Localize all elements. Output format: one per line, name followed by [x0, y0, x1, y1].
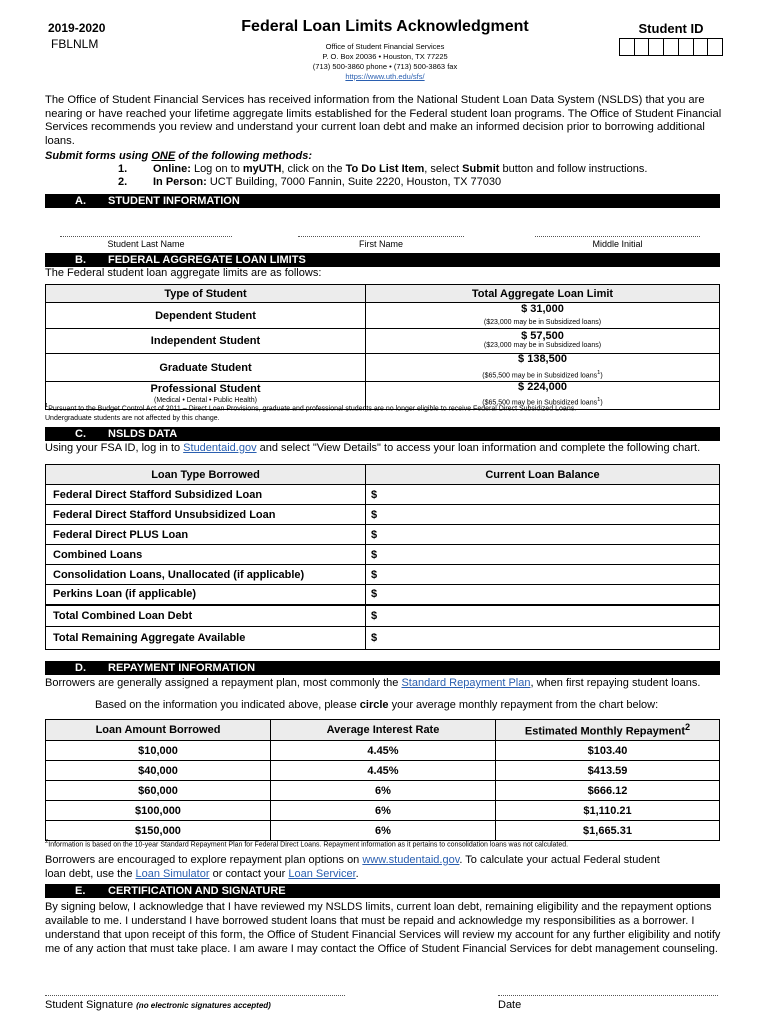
form-year: 2019-2020 — [48, 21, 106, 35]
monthly-payment[interactable]: $666.12 — [496, 781, 720, 801]
loan-amount: $60,000 — [46, 781, 271, 801]
balance-input[interactable]: $ — [366, 565, 720, 585]
loan-type: Federal Direct PLUS Loan — [46, 525, 366, 545]
date-label: Date — [498, 999, 522, 1011]
date-line[interactable] — [498, 995, 718, 996]
interest-rate: 6% — [271, 781, 496, 801]
standard-repayment-link[interactable]: Standard Repayment Plan — [401, 677, 531, 689]
col-type-of-student: Type of Student — [46, 285, 366, 303]
monthly-payment[interactable]: $1,110.21 — [496, 801, 720, 821]
loan-amount: $100,000 — [46, 801, 271, 821]
studentaid-link[interactable]: Studentaid.gov — [183, 442, 257, 454]
limit-value: $ 57,500 ($23,000 may be in Subsidized loans) — [366, 329, 720, 354]
section-d-footnote: $^2$Information is based on the 10-year Standard Repayment Plan for Federal Direct Loans. Repayment information as it pertains to consolidation loans was not calculated. — [45, 839, 569, 849]
col-interest-rate: Average Interest Rate — [271, 720, 496, 741]
interest-rate: 4.45% — [271, 741, 496, 761]
section-b-header: B. FEDERAL AGGREGATE LOAN LIMITS — [45, 253, 720, 267]
office-address: P. O. Box 20036 • Houston, TX 77225 — [322, 52, 448, 61]
office-block — [0, 42, 770, 82]
loan-type: Perkins Loan (if applicable) — [46, 585, 366, 605]
first-name-line[interactable] — [298, 236, 464, 237]
limit-value: $ 31,000 ($23,000 may be in Subsidized loans) — [366, 303, 720, 329]
interest-rate: 6% — [271, 801, 496, 821]
section-d-instructions: Based on the information you indicated above, please circle your average monthly repayment from the chart below: — [95, 699, 659, 711]
interest-rate: 6% — [271, 821, 496, 841]
submit-methods-heading: Submit forms using ONE of the following methods: — [45, 150, 313, 162]
loan-type: Combined Loans — [46, 545, 366, 565]
middle-initial-label: Middle Initial — [592, 239, 643, 249]
last-name-label: Student Last Name — [107, 239, 185, 249]
interest-rate: 4.45% — [271, 761, 496, 781]
section-d-lead: Borrowers are generally assigned a repayment plan, most commonly the Standard Repayment Plan, when first repaying student loans. — [45, 677, 701, 689]
monthly-payment[interactable]: $103.40 — [496, 741, 720, 761]
method-in-person: 2. In Person: UCT Building, 7000 Fannin, Suite 2220, Houston, TX 77030 — [118, 176, 502, 188]
col-aggregate-limit: Total Aggregate Loan Limit — [366, 285, 720, 303]
balance-input[interactable]: $ — [366, 525, 720, 545]
form-code: FBLNLM — [51, 37, 99, 51]
limit-value: $ 224,000 ($65,500 may be in Subsidized loans$^1$) — [366, 382, 720, 409]
explore-text: Borrowers are encouraged to explore repayment plan options on www.studentaid.gov. To calculate your actual Federal student loan debt, use the Loan Simulator or contact your Loan Servicer. — [45, 854, 660, 880]
loan-amount: $10,000 — [46, 741, 271, 761]
total-combined-label: Total Combined Loan Debt — [46, 605, 366, 627]
office-url-link[interactable]: https://www.uth.edu/sfs/ — [345, 72, 425, 81]
section-e-header: E. CERTIFICATION AND SIGNATURE — [45, 884, 720, 898]
total-remaining-label: Total Remaining Aggregate Available — [46, 627, 366, 650]
monthly-payment[interactable]: $1,665.31 — [496, 821, 720, 841]
nslds-table — [45, 464, 720, 650]
balance-input[interactable]: $ — [366, 505, 720, 525]
student-id-label: Student ID — [638, 21, 704, 36]
loan-type: Consolidation Loans, Unallocated (if applicable) — [46, 565, 366, 585]
balance-input[interactable]: $ — [366, 585, 720, 605]
col-monthly-repayment: Estimated Monthly Repayment$^2$ — [496, 720, 720, 741]
loan-type: Federal Direct Stafford Subsidized Loan — [46, 485, 366, 505]
studentaid-gov-link[interactable]: www.studentaid.gov — [362, 854, 460, 866]
loan-simulator-link[interactable]: Loan Simulator — [135, 868, 210, 880]
loan-amount: $150,000 — [46, 821, 271, 841]
signature-label: Student Signature (no electronic signatures accepted) — [45, 999, 271, 1011]
section-c-header: C. NSLDS DATA — [45, 427, 720, 441]
signature-line[interactable] — [45, 995, 345, 996]
loan-type: Federal Direct Stafford Unsubsidized Loan — [46, 505, 366, 525]
limit-type: Dependent Student — [46, 303, 366, 329]
section-b-footnote: $^1$Pursuant to the Budget Control Act of 2011 – Direct Loan Provisions, graduate and professional students are no longer eligible to receive Federal Direct Subsidized Loans. Undergraduate students are not affected by this change. — [45, 403, 577, 423]
limit-type: Professional Student (Medical • Dental • Public Health) — [46, 382, 366, 409]
loan-amount: $40,000 — [46, 761, 271, 781]
col-loan-type: Loan Type Borrowed — [46, 465, 366, 485]
repayment-table — [45, 719, 720, 841]
middle-initial-line[interactable] — [535, 236, 700, 237]
total-combined-input[interactable]: $ — [366, 605, 720, 627]
limit-value: $ 138,500 ($65,500 may be in Subsidized loans$^1$) — [366, 354, 720, 382]
section-b-lead: The Federal student loan aggregate limits are as follows: — [45, 267, 322, 279]
certification-text: By signing below, I acknowledge that I have reviewed my NSLDS limits, current loan debt, remaining eligibility and the repayment options available to me. I understand I have borrowed student loans that must be repaid and acknowledge my responsibilities as a borrower. I understand that upon receipt of this form, the Office of Student Financial Services will review my account for any further eligibility and notify me of any action that must take place. I am aware I may contact the Office of Student Financial Services for debt management counseling. — [45, 901, 721, 955]
section-d-header: D. REPAYMENT INFORMATION — [45, 661, 720, 675]
limit-type: Independent Student — [46, 329, 366, 354]
page-title: Federal Loan Limits Acknowledgment — [241, 18, 529, 35]
first-name-label: First Name — [358, 239, 403, 249]
balance-input[interactable]: $ — [366, 485, 720, 505]
office-name: Office of Student Financial Services — [325, 42, 445, 51]
aggregate-limits-table — [45, 284, 720, 410]
intro-text: The Office of Student Financial Services has received information from the National Student Loan Data System (NSLDS) that you are nearing or have reached your lifetime aggregate limits established for the Federal student loan programs. The Office of Student Financial Services recommends you review and understand your current loan debt and make an informed decision prior to borrowing additional loans. — [45, 94, 722, 147]
monthly-payment[interactable]: $413.59 — [496, 761, 720, 781]
col-loan-amount: Loan Amount Borrowed — [46, 720, 271, 741]
total-remaining-input[interactable]: $ — [366, 627, 720, 650]
section-a-header: A. STUDENT INFORMATION — [45, 194, 720, 208]
last-name-line[interactable] — [60, 236, 232, 237]
limit-type: Graduate Student — [46, 354, 366, 382]
balance-input[interactable]: $ — [366, 545, 720, 565]
loan-servicer-link[interactable]: Loan Servicer — [288, 868, 356, 880]
section-c-lead: Using your FSA ID, log in to Studentaid.gov and select "View Details" to access your loan information and complete the following chart. — [45, 442, 701, 454]
col-current-balance: Current Loan Balance — [366, 465, 720, 485]
office-phones: (713) 500-3860 phone • (713) 500-3863 fax — [312, 62, 458, 71]
method-online: 1. Online: Log on to myUTH, click on the To Do List Item, select Submit button and follow instructions. — [118, 163, 648, 175]
